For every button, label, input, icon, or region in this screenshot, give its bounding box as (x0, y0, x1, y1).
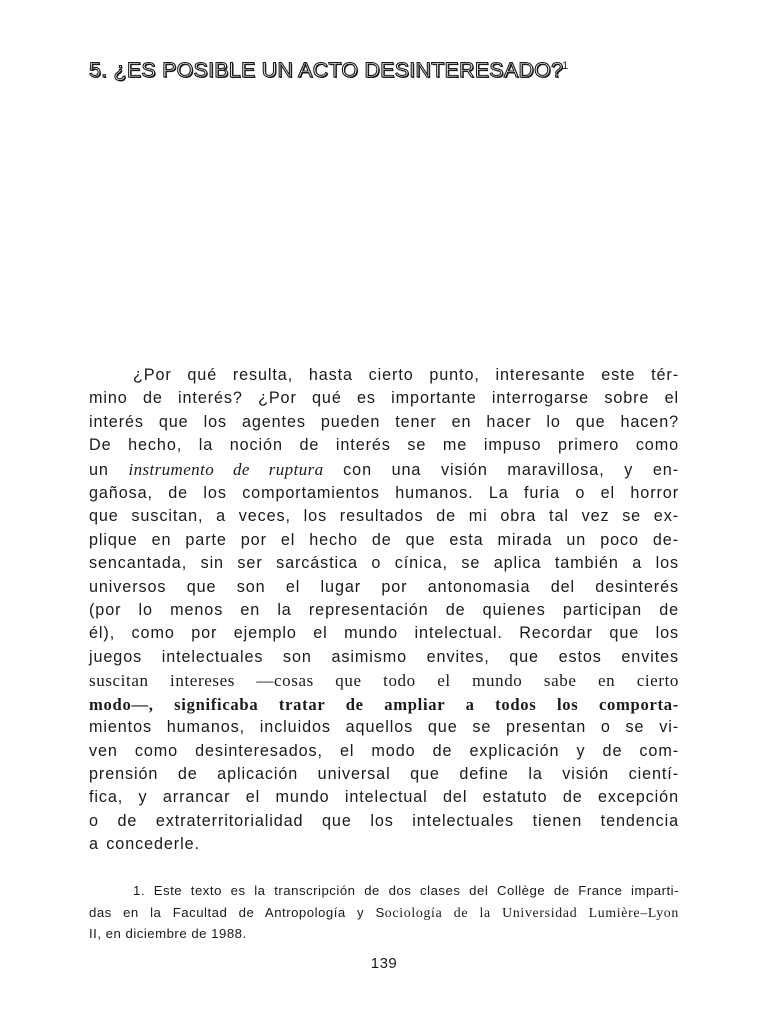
body-line (89, 458, 679, 482)
body-line: prensión de aplicación universal que define la visión cientí- (89, 764, 679, 783)
body-line: universos que son el lugar por antonomasia del desinterés (89, 577, 679, 596)
body-line: ¿Por qué resulta, hasta cierto punto, interesante este tér- (133, 366, 679, 384)
body-line: interés que los agentes pueden tener en hacer lo que hacen? (89, 412, 679, 431)
body-line: (por lo menos en la representación de quienes participan de (89, 601, 679, 620)
italic-term: instrumento de ruptura (128, 459, 324, 479)
body-line: plique en parte por el hecho de que esta mirada un poco de- (89, 530, 679, 549)
body-line: gañosa, de los comportamientos humanos. La furia o el horror (89, 484, 679, 503)
body-line: que suscitan, a veces, los resultados de mi obra tal vez se ex- (89, 507, 679, 526)
body-line: modo—, significaba tratar de ampliar a todos los comporta- (89, 694, 679, 714)
body-line: él), como por ejemplo el mundo intelectual. Recordar que los (89, 624, 679, 643)
chapter-title-text: 5. ¿ES POSIBLE UN ACTO DESINTERESADO? (89, 58, 564, 82)
footnote-text-segment: ociología de la Universidad Lumière–Lyon (384, 904, 680, 920)
body-paragraph (89, 364, 679, 857)
body-text-segment: un (89, 460, 129, 479)
footnote-line: 1. Este texto es la transcripción de dos clases del Collège de France imparti- (133, 883, 679, 898)
footnote-line: II, en diciembre de 1988. (89, 926, 247, 941)
body-text-segment: con una visión maravillosa, y en- (323, 460, 679, 479)
body-line: mino de interés? ¿Por qué es importante interrogarse sobre el (89, 389, 679, 408)
page-number: 139 (370, 955, 398, 972)
body-line: juegos intelectuales son asimismo envites, que estos envites (89, 647, 679, 666)
footnote (89, 880, 679, 945)
body-line: o de extraterritorialidad que los intelectuales tienen tendencia (89, 811, 679, 830)
body-line: fica, y arrancar el mundo intelectual del estatuto de excepción (89, 788, 679, 807)
footnote-reference: 1 (562, 60, 569, 72)
footnote-line (89, 902, 679, 924)
body-line: ven como desinteresados, el modo de explicación y de com- (89, 741, 679, 760)
body-line: a concederle. (89, 835, 200, 854)
body-line: De hecho, la noción de interés se me impuso primero como (89, 436, 679, 455)
body-line: suscitan intereses —cosas que todo el mundo sabe en cierto (89, 671, 679, 691)
footnote-text-segment: das en la Facultad de Antropología y S (89, 904, 385, 920)
body-line: sencantada, sin ser sarcástica o cínica, se aplica también a los (89, 554, 679, 573)
body-line: mientos humanos, incluidos aquellos que se presentan o se vi- (89, 718, 679, 737)
chapter-title (89, 58, 569, 83)
